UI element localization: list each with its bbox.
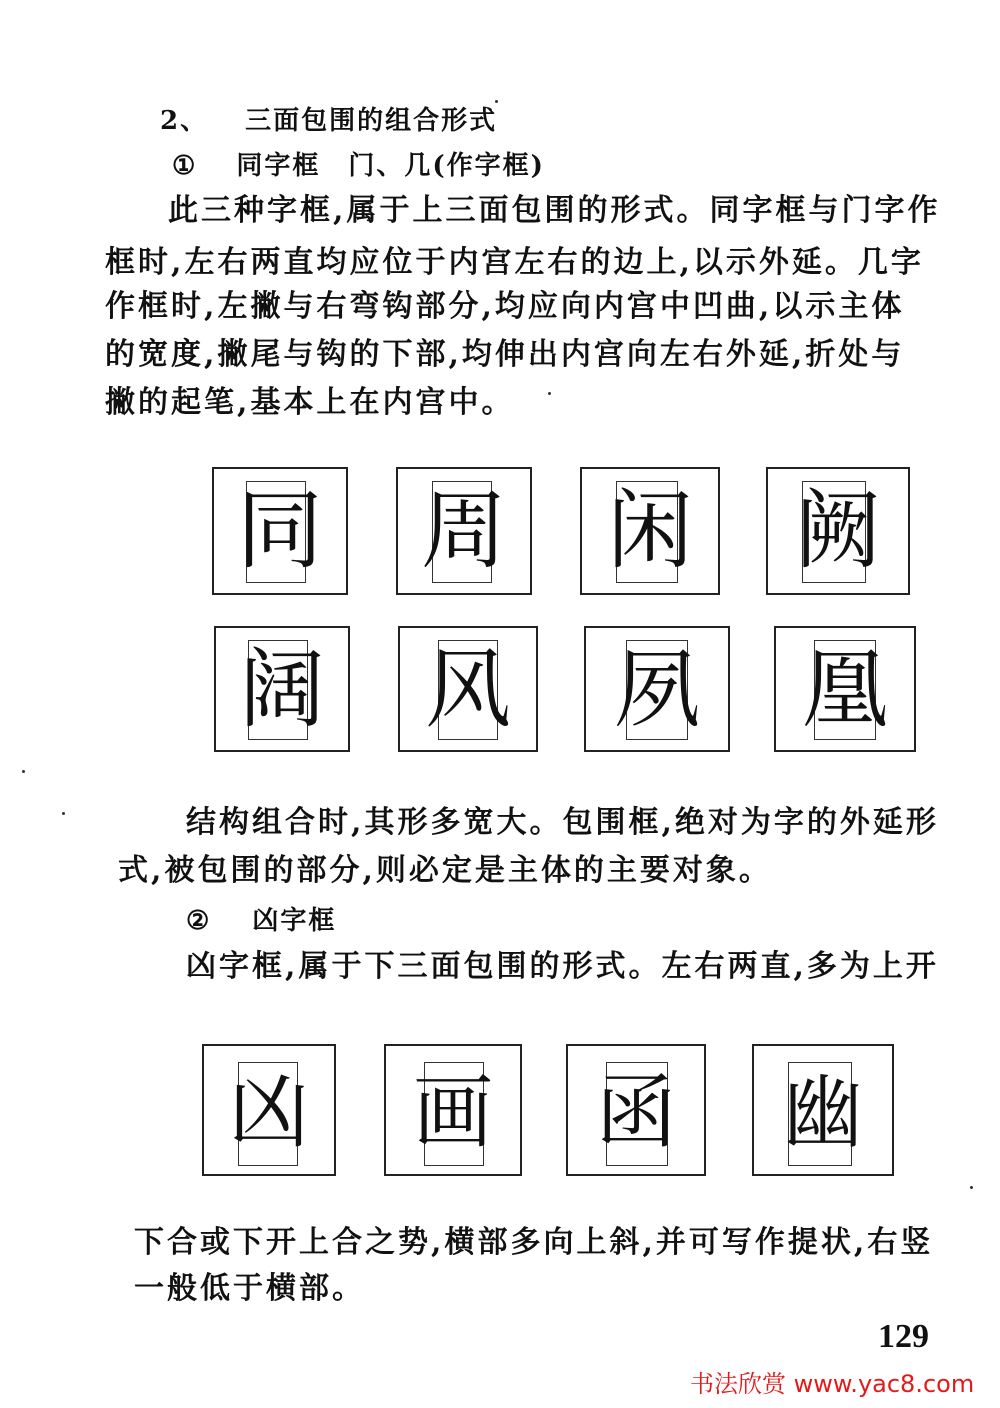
subsection-1-heading — [172, 145, 545, 182]
para1-line-4: 的宽度,撇尾与钩的下部,均伸出内宫向左右外延,折处与 — [105, 337, 905, 372]
scan-speck — [495, 100, 498, 103]
example2-char-1: 凶 — [229, 1066, 309, 1159]
section-heading — [160, 100, 497, 137]
example-char-4: 阙 — [795, 481, 881, 581]
site-watermark: 书法欣赏 www.yac8.com — [690, 1370, 975, 1398]
example2-char-2: 画 — [413, 1066, 493, 1159]
example-box-1 — [212, 467, 348, 595]
subsection-2-heading — [186, 900, 336, 937]
example2-box-2 — [384, 1044, 522, 1176]
subsection-1-marker: ① — [172, 151, 198, 181]
subsection-2-title: 凶字框 — [252, 906, 337, 936]
para4-line-2: 一般低于横部。 — [134, 1271, 365, 1306]
example-char-2: 周 — [421, 481, 507, 581]
example-box-3 — [580, 467, 720, 595]
example2-box-4 — [752, 1044, 894, 1176]
example-box-6 — [398, 626, 538, 752]
para1-line-1: 此三种字框,属于上三面包围的形式。同字框与门字作 — [168, 193, 941, 228]
example2-char-3: 函 — [596, 1066, 676, 1159]
example-char-7: 夙 — [614, 640, 700, 740]
section-title: 三面包围的组合形式 — [245, 106, 498, 136]
example-char-8: 凰 — [802, 640, 888, 740]
example-char-1: 同 — [237, 481, 323, 581]
section-number: 2、 — [160, 106, 209, 136]
scan-speck — [22, 770, 25, 773]
para1-line-2: 框时,左右两直均应位于内宫左右的边上,以示外延。几字 — [105, 245, 924, 280]
para4-line-1: 下合或下开上合之势,横部多向上斜,并可写作提状,右竖 — [134, 1225, 934, 1260]
subsection-2-marker: ② — [186, 906, 212, 936]
para2-line-2: 式,被包围的部分,则必定是主体的主要对象。 — [118, 853, 772, 888]
page-number: 129 — [878, 1318, 929, 1355]
para3-line-1: 凶字框,属于下三面包围的形式。左右两直,多为上开 — [186, 949, 939, 984]
para1-line-5: 撇的起笔,基本上在内宫中。 — [105, 385, 515, 420]
example-char-6: 风 — [425, 640, 511, 740]
example-char-5: 阔 — [239, 640, 325, 740]
subsection-1-title: 同字框 门、几(作字框) — [236, 151, 545, 181]
example-box-4 — [766, 467, 910, 595]
scan-speck — [970, 1186, 973, 1189]
example-box-7 — [584, 626, 730, 752]
example2-char-4: 幽 — [783, 1066, 863, 1159]
example2-box-3 — [566, 1044, 706, 1176]
example-char-3: 闲 — [607, 481, 693, 581]
example2-box-1 — [202, 1044, 336, 1176]
example-box-8 — [774, 626, 916, 752]
example-box-5 — [214, 626, 350, 752]
example-box-2 — [396, 467, 532, 595]
scan-speck — [62, 812, 65, 815]
scan-speck — [548, 392, 551, 395]
para1-line-3: 作框时,左撇与右弯钩部分,均应向内宫中凹曲,以示主体 — [105, 289, 905, 324]
para2-line-1: 结构组合时,其形多宽大。包围框,绝对为字的外延形 — [186, 805, 939, 840]
